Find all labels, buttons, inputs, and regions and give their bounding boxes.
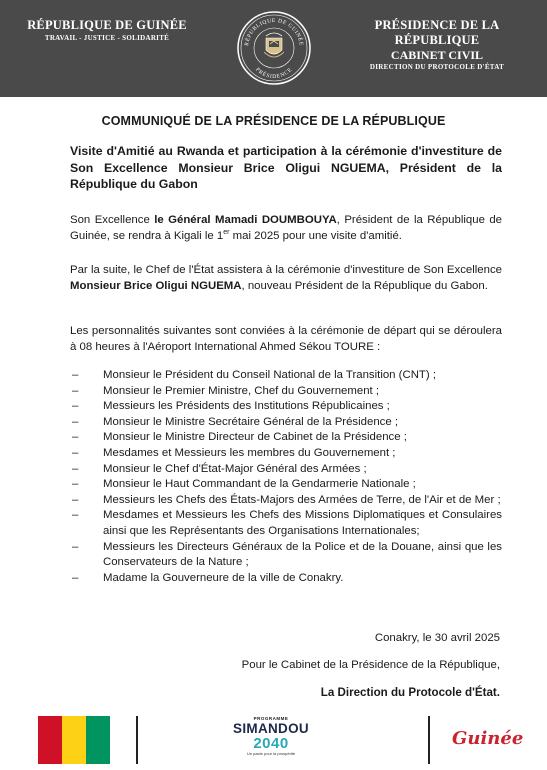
- list-item-text: Mesdames et Messieurs les membres du Gouvernement ;: [103, 446, 396, 459]
- country-name: RÉPUBLIQUE DE GUINÉE: [27, 18, 187, 32]
- simandou-program-label: PROGRAMME: [253, 716, 289, 721]
- paragraph-investiture-text-c: , nouveau Président de la République du Gabon.: [241, 280, 488, 292]
- list-dash: –: [72, 431, 79, 444]
- simandou-year: 2040: [253, 735, 289, 752]
- list-dash: –: [72, 400, 79, 413]
- ordinal-suffix: er: [223, 229, 230, 237]
- list-item: [72, 540, 502, 571]
- list-item: [72, 430, 502, 446]
- list-item: [72, 462, 502, 478]
- letterhead-right: [337, 18, 537, 72]
- svg-text:RÉPUBLIQUE DE GUINÉE: RÉPUBLIQUE DE GUINÉE: [244, 17, 304, 47]
- list-item-text: Monsieur le Premier Ministre, Chef du Gouvernement ;: [103, 384, 380, 397]
- protocol-direction: DIRECTION DU PROTOCOLE D'ÉTAT: [369, 63, 505, 71]
- simandou-tagline: Un pacte pour la prospérité: [246, 751, 296, 756]
- document-subject: Visite d'Amitié au Rwanda et participation à la cérémonie d'investiture de Son Excellence Monsieur Brice Oligui NGUEMA, Président de la République du Gabon: [70, 144, 502, 191]
- list-dash: –: [72, 384, 79, 397]
- footer-divider: [136, 716, 138, 764]
- list-item-text: Messieurs les Chefs des États-Majors des Armées de Terre, de l'Air et de Mer ;: [103, 493, 501, 506]
- paragraph-visit-president: le Général Mamadi DOUMBOUYA: [154, 214, 337, 226]
- list-item: [72, 368, 502, 384]
- paragraph-ceremony: Les personnalités suivantes sont conviées à la cérémonie de départ qui se déroulera à 08 heures à l'Aéroport International Ahmed Sékou TOURE :: [70, 325, 502, 353]
- paragraph-investiture-name: Monsieur Brice Oligui NGUEMA: [70, 280, 242, 292]
- list-item: [72, 477, 502, 493]
- presidential-seal-icon: [236, 10, 312, 86]
- presidency-name: PRÉSIDENCE DE LA RÉPUBLIQUE: [374, 18, 500, 47]
- list-item: [72, 493, 502, 509]
- list-item-text: Monsieur le Ministre Secrétaire Général de la Présidence ;: [103, 415, 399, 428]
- signatory: La Direction du Protocole d'État.: [320, 686, 500, 699]
- flag-stripe-red: [38, 716, 62, 764]
- list-item-text: Monsieur le Chef d'État-Major Général des Armées ;: [103, 462, 367, 475]
- list-item-text: Monsieur le Haut Commandant de la Gendarmerie Nationale ;: [103, 478, 416, 491]
- letterhead-left: [12, 18, 202, 43]
- list-item-text: Monsieur le Ministre Directeur de Cabinet de la Présidence ;: [103, 431, 407, 444]
- cabinet-name: CABINET CIVIL: [390, 48, 484, 62]
- list-item-text: Mesdames et Messieurs les Chefs des Missions Diplomatiques et Consulaires ainsi que les Représentants des Organisations Internationales;: [103, 509, 502, 537]
- list-item: [72, 446, 502, 462]
- list-dash: –: [72, 369, 79, 381]
- flag-stripe-green: [86, 716, 110, 764]
- national-motto: TRAVAIL - JUSTICE - SOLIDARITÉ: [44, 34, 170, 42]
- svg-text:PRÉSIDENCE: PRÉSIDENCE: [254, 66, 294, 81]
- list-item-text: Messieurs les Présidents des Institutions Républicaines ;: [103, 400, 390, 413]
- paragraph-visit: [70, 212, 502, 244]
- list-dash: –: [72, 509, 79, 522]
- simandou-2040-logo: [226, 716, 316, 757]
- flag-stripe-yellow: [62, 716, 86, 764]
- list-dash: –: [72, 493, 79, 506]
- list-item: [72, 384, 502, 400]
- list-item-text: Madame la Gouverneure de la ville de Conakry.: [103, 571, 344, 584]
- signature-line: Pour le Cabinet de la Présidence de la République,: [241, 659, 500, 671]
- list-item: [72, 571, 502, 587]
- list-dash: –: [72, 478, 79, 491]
- letterhead-header: [0, 0, 547, 97]
- paragraph-visit-text-c: , Président de la République de Guinée, se rendra à Kigali le 1: [70, 214, 503, 242]
- paragraph-investiture-text-a: Par la suite, le Chef de l'État assistera à la cérémonie d'investiture de Son Excellence: [70, 264, 502, 276]
- list-item: [72, 399, 502, 415]
- list-item: [72, 508, 502, 539]
- place-date: Conakry, le 30 avril 2025: [374, 632, 500, 644]
- list-item-text: Messieurs les Directeurs Généraux de la Police et de la Douane, ainsi que les Conservateurs de la Nature ;: [103, 540, 502, 569]
- simandou-name: SIMANDOU: [233, 721, 309, 736]
- paragraph-visit-text-d: mai 2025 pour une visite d'amitié.: [229, 230, 402, 242]
- footer-divider: [428, 716, 430, 764]
- list-dash: –: [72, 462, 79, 475]
- guinea-flag-icon: [38, 716, 110, 764]
- list-dash: –: [72, 571, 79, 584]
- document-title: COMMUNIQUÉ DE LA PRÉSIDENCE DE LA RÉPUBLIQUE: [101, 114, 446, 128]
- list-item-text: Monsieur le Président du Conseil National de la Transition (CNT) ;: [103, 369, 437, 381]
- list-dash: –: [72, 446, 79, 459]
- list-dash: –: [72, 540, 79, 553]
- list-dash: –: [72, 415, 79, 428]
- guinee-brand-logo: Guinée: [452, 728, 524, 749]
- paragraph-investiture: [70, 262, 502, 294]
- list-item: [72, 415, 502, 431]
- invitee-list: [72, 368, 502, 586]
- paragraph-visit-text-a: Son Excellence: [70, 214, 155, 226]
